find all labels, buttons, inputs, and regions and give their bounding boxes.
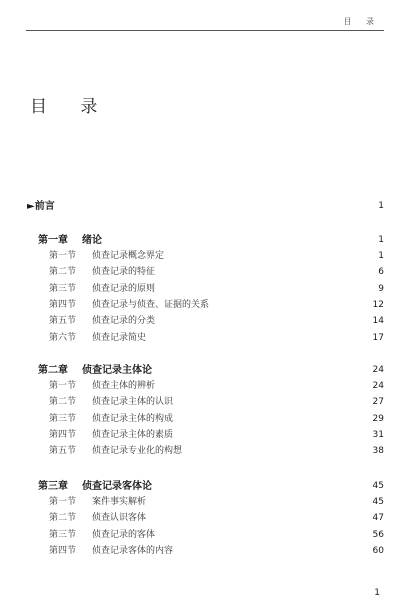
toc-section-number: 第一节 <box>49 497 77 507</box>
toc-section-title: 侦查记录的特征 <box>92 267 156 278</box>
toc-section-title: 侦查记录主体的认识 <box>92 397 174 408</box>
toc-section-title: 侦查记录客体的内容 <box>92 545 174 556</box>
toc-page-number: 24 <box>372 381 384 391</box>
toc-chapter-number: 第三章 <box>38 481 68 492</box>
toc-section-row[interactable] <box>0 528 410 543</box>
toc-page-number: 1 <box>378 235 384 245</box>
toc-chapter-row[interactable] <box>0 233 410 248</box>
toc-chapter-row[interactable] <box>0 363 410 378</box>
toc-section-title: 侦查记录的原则 <box>92 283 156 294</box>
toc-section-number: 第六节 <box>49 332 77 343</box>
toc-section-row[interactable] <box>0 395 410 410</box>
toc-page-number: 14 <box>372 316 384 327</box>
toc-section-title: 侦查记录专业化的构想 <box>92 446 183 457</box>
toc-chapter-title: 侦查记录客体论 <box>82 481 152 492</box>
toc-preface-row[interactable] <box>0 199 410 214</box>
toc-section-number: 第五节 <box>49 316 77 327</box>
toc-section-row[interactable] <box>0 282 410 297</box>
toc-section-row[interactable] <box>0 331 410 346</box>
toc-chapter-number: 第一章 <box>38 235 68 246</box>
page-title: 目 录 <box>30 97 112 117</box>
toc-page-number: 12 <box>372 299 384 310</box>
toc-section-title: 侦查记录简史 <box>92 332 147 343</box>
toc-section-title: 侦查主体的辨析 <box>92 381 156 391</box>
toc-page-number: 45 <box>372 497 384 507</box>
toc-page-number: 47 <box>372 513 384 524</box>
toc-section-number: 第四节 <box>49 299 77 310</box>
toc-page-number: 29 <box>372 413 384 424</box>
toc-chapter-title: 侦查记录主体论 <box>82 365 152 376</box>
toc-chapter-label <box>38 233 102 248</box>
toc-preface-label: ►前言 <box>27 201 55 212</box>
running-head: 目 录 <box>343 17 380 26</box>
toc-chapter-number: 第二章 <box>38 365 68 376</box>
toc-section-row[interactable] <box>0 265 410 280</box>
toc-section-title: 侦查记录的分类 <box>92 316 156 327</box>
toc-section-number: 第四节 <box>49 545 77 556</box>
toc-section-number: 第一节 <box>49 381 77 391</box>
toc-page-number: 17 <box>372 332 384 343</box>
toc-page-number: 45 <box>372 481 384 491</box>
toc-page-number: 60 <box>372 545 384 556</box>
page-number: 1 <box>374 588 380 598</box>
toc-page-number: 6 <box>378 267 384 278</box>
toc-section-number: 第一节 <box>49 251 77 261</box>
toc-page-number: 24 <box>372 365 384 375</box>
toc-section-row[interactable] <box>0 511 410 526</box>
toc-section-row[interactable] <box>0 314 410 329</box>
toc-section-row[interactable] <box>0 428 410 443</box>
toc-page-number: 27 <box>372 397 384 408</box>
toc-section-number: 第二节 <box>49 267 77 278</box>
toc-section-title: 侦查记录与侦查、证据的关系 <box>92 299 210 310</box>
toc-section-title: 侦查记录主体的构成 <box>92 413 174 424</box>
header-rule <box>26 30 384 31</box>
toc-section-row[interactable] <box>0 298 410 313</box>
toc-page-number: 31 <box>372 429 384 440</box>
toc-section-row[interactable] <box>0 444 410 459</box>
toc-page-number: 1 <box>378 251 384 261</box>
toc-chapter-title: 绪论 <box>82 235 102 246</box>
toc-section-number: 第四节 <box>49 429 77 440</box>
toc-page-number: 56 <box>372 529 384 540</box>
toc-section-number: 第五节 <box>49 446 77 457</box>
toc-section-row[interactable] <box>0 412 410 427</box>
toc-section-number: 第三节 <box>49 283 77 294</box>
toc-section-number: 第二节 <box>49 397 77 408</box>
toc-page-number: 1 <box>378 201 384 211</box>
toc-page-number: 9 <box>378 283 384 294</box>
toc-section-row[interactable] <box>0 379 410 394</box>
toc-chapter-label <box>38 363 152 378</box>
toc-chapter-row[interactable] <box>0 479 410 494</box>
toc-section-number: 第三节 <box>49 413 77 424</box>
toc-section-title: 侦查记录概念界定 <box>92 251 165 261</box>
toc-section-number: 第二节 <box>49 513 77 524</box>
toc-chapter-label <box>38 479 152 494</box>
toc-section-row[interactable] <box>0 249 410 264</box>
toc-section-title: 侦查记录主体的素质 <box>92 429 174 440</box>
toc-section-row[interactable] <box>0 544 410 559</box>
toc-section-title: 侦查认识客体 <box>92 513 147 524</box>
toc-page-number: 38 <box>372 446 384 457</box>
toc-section-number: 第三节 <box>49 529 77 540</box>
toc-section-row[interactable] <box>0 495 410 510</box>
toc-section-title: 侦查记录的客体 <box>92 529 156 540</box>
toc-section-title: 案件事实解析 <box>92 497 147 507</box>
